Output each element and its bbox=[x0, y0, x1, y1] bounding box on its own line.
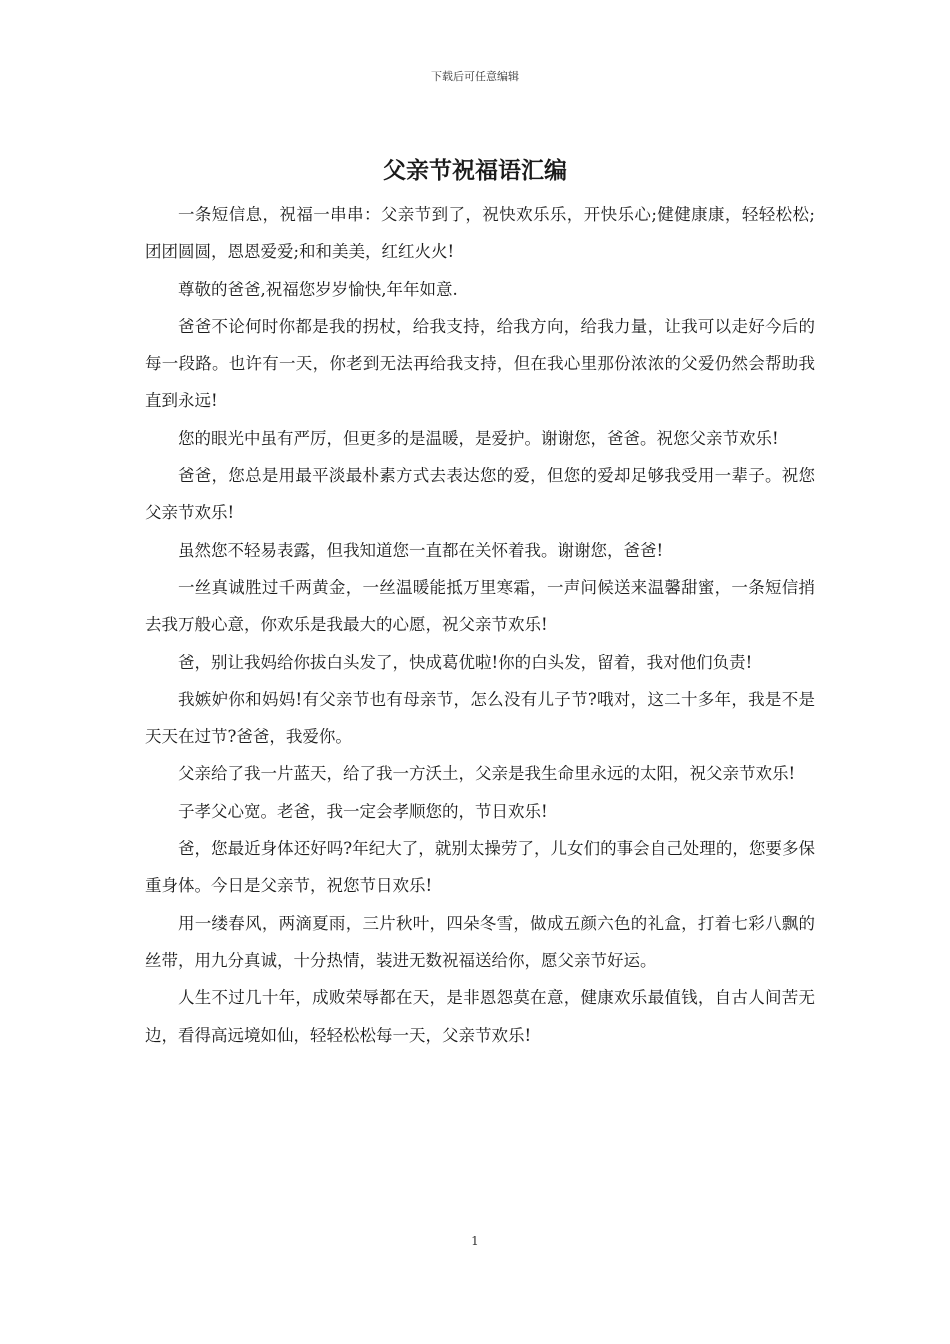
paragraph: 爸爸，您总是用最平淡最朴素方式去表达您的爱，但您的爱却足够我受用一辈子。祝您父亲节欢乐! bbox=[145, 466, 815, 523]
paragraph: 子孝父心宽。老爸，我一定会孝顺您的，节日欢乐! bbox=[178, 801, 548, 821]
paragraph: 爸爸不论何时你都是我的拐杖，给我支持，给我方向，给我力量，让我可以走好今后的每一段路。也许有一天，你老到无法再给我支持，但在我心里那份浓浓的父爱仍然会帮助我直到永远! bbox=[145, 316, 815, 411]
document-title: 父亲节祝福语汇编 bbox=[383, 157, 567, 184]
paragraph: 尊敬的爸爸,祝福您岁岁愉快,年年如意. bbox=[178, 279, 458, 299]
paragraph: 爸，别让我妈给你拔白头发了，快成葛优啦!你的白头发，留着，我对他们负责! bbox=[178, 652, 753, 672]
paragraph: 我嫉妒你和妈妈!有父亲节也有母亲节，怎么没有儿子节?哦对，这二十多年，我是不是天天在过节?爸爸，我爱你。 bbox=[145, 689, 815, 747]
paragraph: 一丝真诚胜过千两黄金，一丝温暖能抵万里寒霜，一声问候送来温馨甜蜜，一条短信捎去我万般心意，你欢乐是我最大的心愿，祝父亲节欢乐! bbox=[145, 577, 815, 635]
paragraph: 一条短信息，祝福一串串：父亲节到了，祝快欢乐乐，开快乐心;健健康康，轻轻松松;团团圆圆，恩恩爱爱;和和美美，红红火火! bbox=[145, 205, 815, 262]
paragraph: 父亲给了我一片蓝天，给了我一方沃土，父亲是我生命里永远的太阳，祝父亲节欢乐! bbox=[178, 764, 796, 784]
paragraph: 您的眼光中虽有严厉，但更多的是温暖，是爱护。谢谢您，爸爸。祝您父亲节欢乐! bbox=[178, 428, 779, 448]
page-number: 1 bbox=[471, 1234, 479, 1248]
paragraph: 虽然您不轻易表露，但我知道您一直都在关怀着我。谢谢您，爸爸! bbox=[178, 540, 664, 560]
document-body bbox=[145, 196, 815, 1054]
paragraph: 爸，您最近身体还好吗?年纪大了，就别太操劳了，儿女们的事会自己处理的，您要多保重身体。今日是父亲节，祝您节日欢乐! bbox=[145, 839, 815, 896]
page-header: 下载后可任意编辑 bbox=[431, 70, 519, 83]
paragraph: 用一缕春风，两滴夏雨，三片秋叶，四朵冬雪，做成五颜六色的礼盒，打着七彩八飘的丝带，用九分真诚，十分热情，装进无数祝福送给你，愿父亲节好运。 bbox=[145, 913, 815, 970]
paragraph: 人生不过几十年，成败荣辱都在天，是非恩怨莫在意，健康欢乐最值钱，自古人间苦无边，看得高远境如仙，轻轻松松每一天，父亲节欢乐! bbox=[145, 988, 815, 1045]
